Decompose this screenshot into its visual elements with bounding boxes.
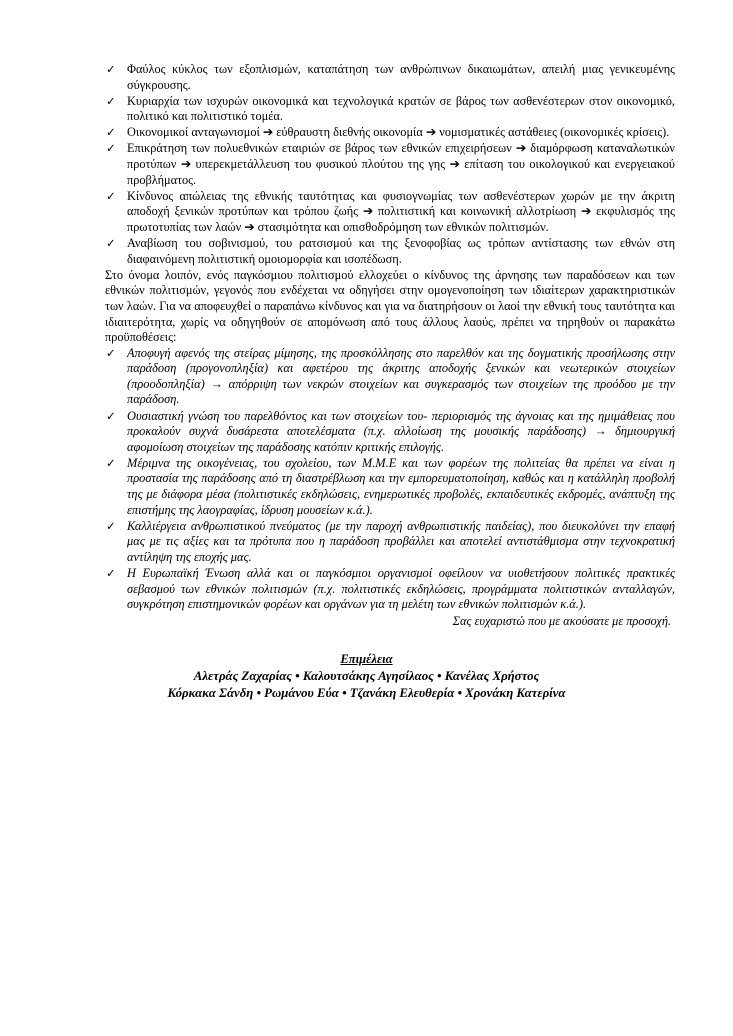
- list-item-text: Μέριμνα της οικογένειας, του σχολείου, των Μ.Μ.Ε και των φορέων της πολιτείας θα πρέπει να είναι η προστασία της παράδοσης από τη διαστρέβλωση και την εμπορευματοποίηση, καθώς και η κατάλληλη προβολή της με διάφορα μέσα (πολιτιστικές εκδηλώσεις, ενημερωτικές προβολές, εκπαιδευτικές εκδρομές, ανάπτυξη της επιστήμης της λαογραφίας, ίδρυση μουσείων κ.ά.).: [127, 455, 675, 517]
- preconditions-list: [105, 346, 675, 613]
- list-item: [105, 519, 675, 566]
- consequences-list: [105, 62, 675, 267]
- list-item-text: Αναβίωση του σοβινισμού, του ρατσισμού και της ξενοφοβίας ως τρόπων αντίστασης των εθνών στη διαφαινόμενη πολιτιστική ομοιομορφία και ισοπέδωση.: [127, 236, 675, 266]
- list-item-text: Αποφυγή αφενός της στείρας μίμησης, της προσκόλλησης στο παρελθόν και της δογματικής προσήλωσης στην παράδοση (προγονοπληξία) και αφετέρου της άκριτης αποδοχής ξενικών και νεωτερικών στοιχείων (προοδοπληξία) → απόρριψη των νεκρών στοιχείων και συγκερασμός των στοιχείων της προόδου με την παράδοση.: [127, 345, 675, 407]
- list-item: [105, 189, 675, 236]
- closing-line: Σας ευχαριστώ που με ακούσατε με προσοχή.: [452, 613, 671, 628]
- checkmark-icon: ✓: [106, 345, 116, 360]
- checkmark-icon: ✓: [106, 93, 116, 108]
- checkmark-icon: ✓: [106, 236, 116, 251]
- list-item-text: Καλλιέργεια ανθρωπιστικού πνεύματος (με την παροχή ανθρωπιστικής παιδείας), που διευκολύνει την επαφή μας με τις αξίες και τα πρότυπα που η παράδοση προβάλλει και αποτελεί αντιστάθμισμα στην τεχνοκρατική αντίληψη της εποχής μας.: [127, 518, 675, 564]
- list-item-text: Επικράτηση των πολυεθνικών εταιριών σε βάρος των εθνικών επιχειρήσεων ➔ διαμόρφωση καταναλωτικών προτύπων ➔ υπερεκμετάλλευση του φυσικού πλούτου της γης ➔ επίταση του οικολογικού και ενεργειακού προβλήματος.: [127, 141, 675, 187]
- list-item: [105, 125, 675, 141]
- list-item: [105, 236, 675, 267]
- list-item-text: Φαύλος κύκλος των εξοπλισμών, καταπάτηση των ανθρώπινων δικαιωμάτων, απειλή μιας γενικευμένης σύγκρουσης.: [127, 62, 675, 92]
- credits-block: [0, 650, 733, 701]
- checkmark-icon: ✓: [106, 62, 116, 76]
- credits-line-one: Αλετράς Ζαχαρίας • Καλουτσάκης Αγησίλαος • Κανέλας Χρήστος: [193, 669, 540, 683]
- list-item: [105, 346, 675, 408]
- list-item: [105, 409, 675, 456]
- list-item: [105, 94, 675, 125]
- credits-heading-wrap: [0, 650, 733, 668]
- checkmark-icon: ✓: [106, 188, 116, 203]
- list-item: [105, 456, 675, 518]
- list-item-text: Κίνδυνος απώλειας της εθνικής ταυτότητας και φυσιογνωμίας των ασθενέστερων χωρών με την άκριτη αποδοχή ξενικών προτύπων και τρόπου ζωής ➔ πολιτιστική και κοινωνική αλλοτρίωση ➔ εκφυλισμός της πρωτοτυπίας των λαών ➔ στασιμότητα και οπισθοδρόμηση των εθνικών πολιτισμών.: [127, 188, 675, 234]
- checkmark-icon: ✓: [106, 455, 116, 470]
- list-item: [105, 141, 675, 188]
- list-item: [105, 566, 675, 613]
- credits-heading: Επιμέλεια: [340, 652, 393, 666]
- checkmark-icon: ✓: [106, 518, 116, 533]
- transition-paragraph: Στο όνομα λοιπόν, ενός παγκόσμιου πολιτισμού ελλοχεύει ο κίνδυνος της άρνησης των παραδόσεων και των εθνικών πολιτισμών, γεγονός που ενδέχεται να οδηγήσει στην ομογενοποίηση των ιδιαίτερων χαρακτηριστικών των λαών. Για να αποφευχθεί ο παραπάνω κίνδυνος και για να διατηρήσουν οι λαοί την εθνική τους ταυτότητα και ιδιαιτερότητα, χωρίς να οδηγηθούν σε απομόνωση από τους άλλους λαούς, πρέπει να τηρηθούν οι παρακάτω προϋποθέσεις:: [105, 267, 675, 345]
- credits-line-two: Κόρκακα Σάνδη • Ρωμάνου Εύα • Τζανάκη Ελευθερία • Χρονάκη Κατερίνα: [167, 685, 566, 700]
- checkmark-icon: ✓: [106, 141, 116, 156]
- list-item-text: Κυριαρχία των ισχυρών οικονομικά και τεχνολογικά κρατών σε βάρος των ασθενέστερων στον οικονομικό, πολιτικό και πολιτιστικό τομέα.: [127, 93, 675, 124]
- list-item: [105, 62, 675, 93]
- list-item-text: Οικονομικοί ανταγωνισμοί ➔ εύθραυστη διεθνής οικονομία ➔ νομισματικές αστάθειες (οικονομικές κρίσεις).: [127, 125, 670, 140]
- checkmark-icon: ✓: [106, 408, 116, 423]
- checkmark-icon: ✓: [106, 125, 116, 140]
- list-item-text: Ουσιαστική γνώση του παρελθόντος και των στοιχείων του- περιορισμός της άγνοιας και της ημιμάθειας που προκαλούν συχνά δυσάρεστα αποτελέσματα (π.χ. αλλοίωση της μουσικής παράδοσης) → δημιουργική αφομοίωση στοιχείων της παράδοσης κατόπιν κριτικής επιλογής.: [127, 408, 675, 454]
- checkmark-icon: ✓: [106, 566, 116, 580]
- list-item-text: Η Ευρωπαϊκή Ένωση αλλά και οι παγκόσμιοι οργανισμοί οφείλουν να υιοθετήσουν πολιτικές πρακτικές σεβασμού των εθνικών πολιτισμών (π.χ. πολιτιστικές εκδηλώσεις, προγράμματα πολιτιστικών ανταλλαγών, συγκρότηση επιστημονικών φορέων και οργάνων για τη μελέτη των εθνικών πολιτισμών κ.ά.).: [127, 566, 675, 612]
- document-body: [105, 62, 675, 629]
